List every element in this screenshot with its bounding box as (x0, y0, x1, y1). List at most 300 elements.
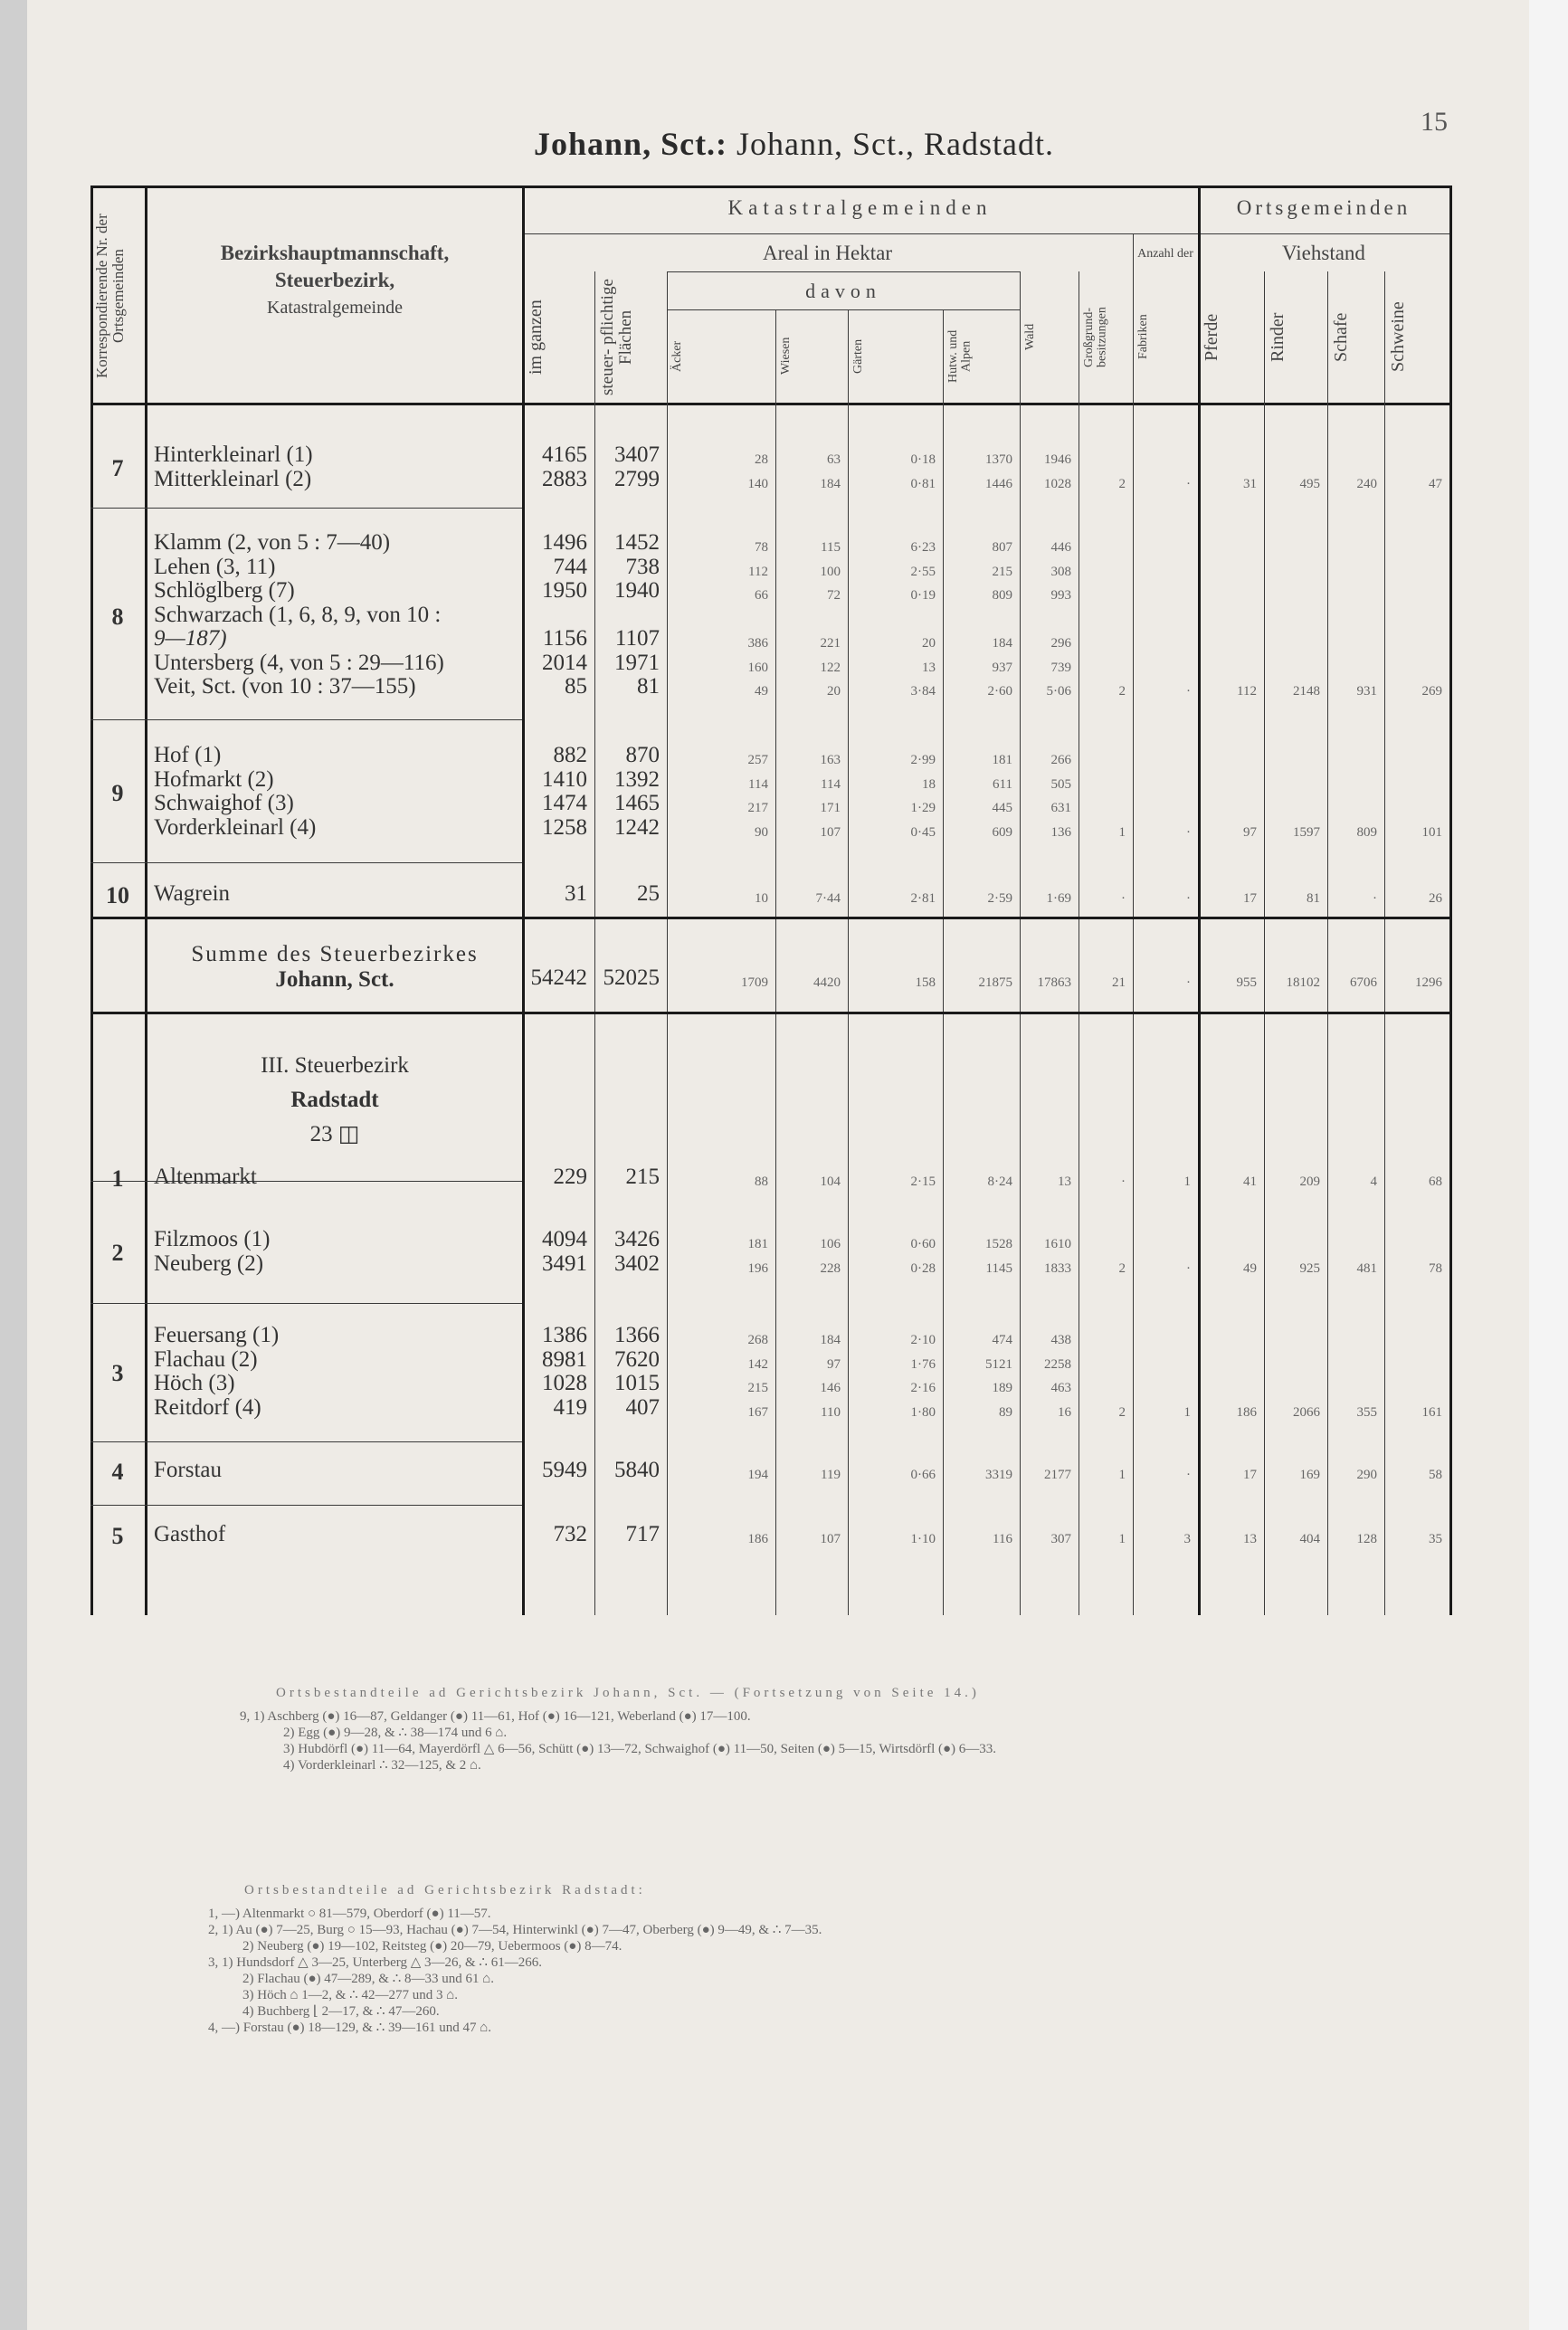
cell-wiesen: 171 (820, 801, 841, 815)
pferde-header: Pferde (1202, 313, 1221, 361)
footnote-line: 4) Vorderkleinarl ∴ 32—125, & 2 ⌂. (283, 1758, 481, 1773)
cell-hutw: 116 (993, 1532, 1012, 1546)
cell-wald: 266 (1050, 753, 1071, 767)
cell-pferde: 49 (1243, 1260, 1257, 1276)
katastral-header: Katastralgemeinden (727, 196, 993, 219)
group-number: 9 (111, 779, 124, 806)
cell-schafe: 240 (1356, 476, 1377, 491)
summe-gross: 21 (1112, 975, 1126, 990)
cell-hutw: 809 (992, 588, 1012, 603)
cell-pferde: 186 (1236, 1404, 1257, 1420)
cell-gaerten: 1·80 (910, 1404, 936, 1420)
cell-hutw: 184 (992, 636, 1012, 651)
cell-gaerten: 13 (922, 660, 936, 675)
cell-gaerten: 1·29 (910, 801, 936, 815)
cell-rinder: 495 (1299, 476, 1320, 491)
katastral-name: Forstau (154, 1458, 222, 1482)
cell-im_ganzen: 744 (553, 554, 587, 579)
cell-aecker: 217 (747, 801, 768, 815)
group-number: 1 (111, 1165, 124, 1192)
cell-fabriken: · (1186, 891, 1191, 906)
cell-hutw: 89 (999, 1404, 1012, 1420)
viehstand-header: Viehstand (1282, 242, 1365, 264)
cell-rinder: 404 (1299, 1532, 1320, 1546)
katastral-name: Feuersang (1) (154, 1323, 280, 1347)
cell-steuer: 3426 (614, 1227, 660, 1251)
cell-im_ganzen: 2883 (542, 466, 587, 491)
cell-gaerten: 2·10 (910, 1333, 936, 1347)
cell-im_ganzen: 1950 (542, 578, 587, 603)
footnote-line: 2, 1) Au (●) 7—25, Burg ○ 15—93, Hachau (●) 7—54, Hinterwinkl (●) 7—47, Oberberg (●) 9—49, & ∴ 7—35. (208, 1923, 822, 1937)
cell-im_ganzen: 229 (553, 1165, 587, 1189)
katastral-name: Schwaighof (3) (154, 791, 294, 815)
cell-hutw: 937 (992, 660, 1012, 675)
cell-wiesen: 114 (821, 776, 841, 792)
cell-steuer: 870 (625, 743, 660, 767)
cell-hutw: 1528 (985, 1237, 1012, 1251)
group-number: 7 (111, 455, 124, 482)
cell-wiesen: 221 (820, 636, 841, 651)
footnotes-radstadt (208, 1882, 1384, 2036)
cell-im_ganzen: 2014 (542, 650, 587, 675)
cell-gaerten: 3·84 (910, 684, 936, 699)
bezirk-header-line2: Steuerbezirk, (274, 269, 395, 291)
cell-steuer: 81 (637, 674, 660, 699)
cell-pferde: 17 (1243, 891, 1257, 906)
summe-pferde: 955 (1236, 975, 1257, 990)
cell-im_ganzen: 732 (553, 1522, 587, 1546)
section-code: 23 ◫ (309, 1122, 360, 1146)
cell-steuer: 1366 (614, 1323, 660, 1347)
cell-wald: 2258 (1044, 1356, 1071, 1372)
cell-steuer: 7620 (614, 1346, 660, 1372)
footnote-line: 2) Egg (●) 9—28, & ∴ 38—174 und 6 ⌂. (283, 1726, 508, 1740)
cell-hutw: 807 (992, 540, 1012, 555)
cell-schafe: 128 (1356, 1532, 1377, 1546)
footnote-line: 2) Flachau (●) 47—289, & ∴ 8—33 und 61 ⌂. (242, 1972, 494, 1986)
cell-wiesen: 122 (820, 660, 841, 675)
cell-schafe: 290 (1356, 1468, 1377, 1482)
cell-schweine: 78 (1429, 1260, 1442, 1276)
cell-steuer: 215 (625, 1165, 660, 1189)
cell-gaerten: 0·60 (910, 1237, 936, 1251)
page-title: Johann, Sct.: Johann, Sct., Radstadt. (534, 126, 1055, 162)
cell-wiesen: 146 (820, 1381, 841, 1395)
cell-aecker: 196 (747, 1260, 768, 1276)
cell-gaerten: 2·15 (910, 1175, 936, 1189)
cell-wiesen: 104 (820, 1175, 841, 1189)
katastral-name: Neuberg (2) (154, 1251, 264, 1276)
anzahl-header: Anzahl der (1137, 247, 1193, 261)
cell-im_ganzen: 419 (553, 1394, 587, 1420)
cell-schweine: 269 (1421, 684, 1442, 699)
cell-fabriken: 1 (1183, 1404, 1191, 1420)
cell-steuer: 3402 (614, 1251, 660, 1276)
katastral-name: Höch (3) (154, 1371, 235, 1395)
cell-steuer: 2799 (614, 466, 660, 491)
group-number: 10 (106, 882, 129, 908)
cell-gross: · (1121, 1175, 1126, 1189)
cell-schweine: 47 (1429, 476, 1442, 491)
cell-hutw: 2·60 (987, 684, 1012, 699)
footnote-line: 3, 1) Hundsdorf △ 3—25, Unterberg △ 3—26, & ∴ 61—266. (208, 1955, 542, 1970)
cell-gross: · (1121, 891, 1126, 906)
cell-wiesen: 163 (820, 753, 841, 767)
cell-hutw: 3319 (985, 1468, 1012, 1482)
cell-schweine: 161 (1421, 1404, 1442, 1420)
bezirk-header-line3: Katastralgemeinde (267, 298, 403, 318)
cell-steuer: 1971 (614, 650, 660, 675)
cell-hutw: 474 (992, 1333, 1012, 1347)
katastral-name: Gasthof (154, 1522, 226, 1546)
cell-pferde: 41 (1243, 1175, 1257, 1189)
cell-aecker: 386 (747, 636, 768, 651)
cell-wald: 13 (1058, 1175, 1071, 1189)
cell-im_ganzen: 1474 (542, 791, 587, 815)
cell-hutw: 8·24 (987, 1175, 1012, 1189)
cell-wiesen: 184 (820, 1333, 841, 1347)
cell-wiesen: 184 (820, 476, 841, 491)
cell-schweine: 68 (1429, 1175, 1442, 1189)
footnote-line: 3) Hubdörfl (●) 11—64, Mayerdörfl △ 6—56, Schütt (●) 13—72, Schwaighof (●) 11—50, Seiten (●) 5—15, Wirtsdörfl (●) 6—33. (283, 1742, 997, 1756)
cell-pferde: 97 (1243, 824, 1257, 840)
hutw-header: Hutw. und Alpen (946, 329, 974, 383)
cell-hutw: 2·59 (987, 891, 1012, 906)
katastral-name: Klamm (2, von 5 : 7—40) (154, 530, 391, 555)
cell-aecker: 10 (755, 891, 768, 906)
summe-schweine: 1296 (1415, 975, 1442, 990)
cell-steuer: 1940 (614, 578, 660, 603)
katastral-name: Flachau (2) (154, 1346, 258, 1372)
cell-rinder: 925 (1299, 1260, 1320, 1276)
wiesen-header: Wiesen (779, 337, 793, 376)
cell-wald: 1·69 (1046, 891, 1071, 906)
summe-schafe: 6706 (1350, 975, 1377, 990)
cell-pferde: 13 (1243, 1532, 1257, 1546)
footnote-line: 2) Neuberg (●) 19—102, Reitsteg (●) 20—79, Uebermoos (●) 8—74. (242, 1939, 622, 1954)
gross-header: Großgrund- besitzungen (1082, 307, 1109, 367)
cell-hutw: 445 (992, 801, 1012, 815)
cell-gaerten: 6·23 (910, 540, 936, 555)
cell-gross: 2 (1118, 1260, 1126, 1276)
cell-schweine: 58 (1429, 1468, 1442, 1482)
cell-wiesen: 63 (827, 452, 841, 467)
cell-fabriken: · (1186, 824, 1191, 840)
footnotes-radstadt-title: Ortsbestandteile ad Gerichtsbezirk Radstadt: (244, 1883, 646, 1897)
cell-im_ganzen: 1258 (542, 814, 587, 840)
bezirk-header-line1: Bezirkshauptmannschaft, (220, 242, 450, 264)
cell-fabriken: · (1186, 1468, 1191, 1482)
group-number: 5 (111, 1523, 124, 1549)
footnote-line: 4) Buchberg ⌊ 2—17, & ∴ 47—260. (242, 2004, 440, 2019)
cell-gross: 2 (1118, 684, 1126, 699)
cell-fabriken: 1 (1183, 1175, 1191, 1189)
cell-schweine: 101 (1421, 824, 1442, 840)
cell-wiesen: 110 (821, 1404, 841, 1420)
cell-gaerten: 2·55 (910, 564, 936, 579)
cell-wald: 307 (1050, 1532, 1071, 1546)
cell-aecker: 88 (755, 1175, 768, 1189)
footnote-line: 9, 1) Aschberg (●) 16—87, Geldanger (●) 11—61, Hof (●) 16—121, Weberland (●) 17—100. (240, 1709, 751, 1724)
group-number: 8 (111, 603, 124, 630)
cell-schafe: 931 (1356, 684, 1377, 699)
cell-im_ganzen: 1386 (542, 1323, 587, 1347)
katastral-name: Lehen (3, 11) (154, 554, 276, 579)
cell-wald: 2177 (1044, 1468, 1071, 1482)
cell-gaerten: 18 (922, 776, 936, 792)
page-edge-left (0, 0, 27, 2330)
cell-schafe: 809 (1356, 824, 1377, 840)
summe-wald: 17863 (1037, 975, 1071, 990)
cell-gaerten: 0·18 (910, 452, 936, 467)
cell-gross: 2 (1118, 1404, 1126, 1420)
cell-im_ganzen: 1496 (542, 530, 587, 555)
cell-gross: 2 (1118, 476, 1126, 491)
rinder-header: Rinder (1268, 312, 1288, 362)
summe-wiesen: 4420 (813, 975, 841, 990)
cell-aecker: 78 (755, 540, 768, 555)
areal-header: Areal in Hektar (762, 242, 893, 264)
summe-gaerten: 158 (915, 975, 936, 990)
katastral-name: Altenmarkt (154, 1165, 257, 1189)
cell-rinder: 169 (1299, 1468, 1320, 1482)
im-ganzen-header: im ganzen (526, 300, 546, 375)
cell-aecker: 140 (747, 476, 768, 491)
cell-wiesen: 100 (820, 564, 841, 579)
cell-steuer: 3407 (614, 442, 660, 467)
cell-wiesen: 106 (820, 1237, 841, 1251)
cell-gaerten: 2·81 (910, 891, 936, 906)
cell-hutw: 215 (992, 564, 1012, 579)
group-number: 4 (111, 1459, 124, 1485)
cell-gaerten: 0·45 (910, 824, 936, 840)
cell-hutw: 181 (992, 753, 1012, 767)
katastral-name: Veit, Sct. (von 10 : 37—155) (154, 674, 416, 699)
cell-aecker: 114 (748, 776, 768, 792)
cell-aecker: 112 (748, 564, 768, 579)
gaerten-header: Gärten (851, 338, 865, 374)
cell-gaerten: 2·99 (910, 753, 936, 767)
cell-aecker: 90 (755, 824, 768, 840)
davon-header: davon (805, 280, 881, 302)
cell-im_ganzen: 8981 (542, 1346, 587, 1372)
section-heading: III. Steuerbezirk (261, 1053, 409, 1078)
cell-gross: 1 (1118, 1532, 1126, 1546)
footnotes-johann (240, 1685, 1470, 1774)
cell-pferde: 112 (1237, 684, 1257, 699)
cell-im_ganzen: 1028 (542, 1371, 587, 1395)
cell-aecker: 142 (747, 1356, 768, 1372)
page-edge-right (1529, 0, 1568, 2330)
cell-hutw: 611 (993, 776, 1012, 792)
summe-label: Summe des Steuerbezirkes (191, 942, 479, 966)
cell-wiesen: 115 (821, 540, 841, 555)
cell-aecker: 186 (747, 1532, 768, 1546)
cell-wald: 438 (1050, 1333, 1071, 1347)
cell-aecker: 49 (755, 684, 768, 699)
cell-im_ganzen: 4094 (542, 1227, 587, 1251)
cell-wald: 5·06 (1046, 684, 1071, 699)
cell-im_ganzen: 1410 (542, 766, 587, 792)
cell-wald: 446 (1050, 540, 1071, 555)
cell-aecker: 181 (747, 1237, 768, 1251)
katastral-name: 9—187) (154, 626, 227, 651)
cell-steuer: 5840 (614, 1458, 660, 1482)
cell-hutw: 609 (992, 824, 1012, 840)
cell-wald: 1028 (1044, 476, 1071, 491)
katastral-name: Reitdorf (4) (154, 1394, 261, 1420)
cell-fabriken: · (1186, 476, 1191, 491)
cell-im_ganzen: 3491 (542, 1251, 587, 1276)
katastral-name: Hofmarkt (2) (154, 766, 274, 792)
cell-fabriken: · (1186, 1260, 1191, 1276)
section-heading-bold: Radstadt (290, 1088, 379, 1112)
cell-steuer: 407 (625, 1394, 660, 1420)
cell-wald: 1946 (1044, 452, 1071, 467)
cell-hutw: 189 (992, 1381, 1012, 1395)
cell-steuer: 25 (637, 881, 660, 906)
cell-wald: 1610 (1044, 1237, 1071, 1251)
cell-gross: 1 (1118, 824, 1126, 840)
footnote-line: 3) Höch ⌂ 1—2, & ∴ 42—277 und 3 ⌂. (242, 1988, 458, 2002)
cell-aecker: 194 (747, 1468, 768, 1482)
cell-gaerten: 0·19 (910, 588, 936, 603)
cell-wald: 136 (1050, 824, 1071, 840)
footnote-line: 1, —) Altenmarkt ○ 81—579, Oberdorf (●) 11—57. (208, 1907, 491, 1921)
cell-wald: 631 (1050, 801, 1071, 815)
cell-aecker: 268 (747, 1333, 768, 1347)
fabriken-header: Fabriken (1136, 314, 1150, 360)
cell-gross: 1 (1118, 1468, 1126, 1482)
cell-hutw: 5121 (985, 1356, 1012, 1372)
cell-rinder: 81 (1307, 891, 1320, 906)
cell-im_ganzen: 5949 (542, 1458, 587, 1482)
cell-pferde: 31 (1243, 476, 1257, 491)
cell-steuer: 1452 (614, 530, 660, 555)
cell-wald: 308 (1050, 564, 1071, 579)
cell-schweine: 26 (1429, 891, 1442, 906)
cell-aecker: 160 (747, 660, 768, 675)
cell-aecker: 28 (755, 452, 768, 467)
cell-schafe: · (1373, 891, 1377, 906)
cell-wiesen: 72 (827, 588, 841, 603)
cell-rinder: 1597 (1293, 824, 1320, 840)
cell-im_ganzen: 85 (565, 674, 587, 699)
cell-wiesen: 97 (827, 1356, 841, 1372)
summe-aecker: 1709 (741, 975, 768, 990)
schafe-header: Schafe (1331, 312, 1351, 362)
cell-gaerten: 0·66 (910, 1468, 936, 1482)
cell-wald: 993 (1050, 588, 1071, 603)
katastral-name: Wagrein (154, 881, 231, 906)
cell-fabriken: · (1186, 684, 1191, 699)
cell-wald: 739 (1050, 660, 1071, 675)
wald-header: Wald (1023, 323, 1037, 351)
summe-label-bold: Johann, Sct. (275, 967, 394, 992)
cell-fabriken: 3 (1183, 1532, 1191, 1546)
cell-steuer: 1465 (614, 791, 660, 815)
cell-wiesen: 228 (820, 1260, 841, 1276)
summe-steuer: 52025 (603, 965, 660, 990)
cell-wald: 296 (1050, 636, 1071, 651)
summe-fabriken: · (1186, 975, 1191, 990)
korresp-header: Korrespondierende Nr. der Ortsgemeinden (93, 214, 127, 379)
cell-gaerten: 1·10 (910, 1532, 936, 1546)
steuer-header: steuer- pflichtige Flächen (598, 279, 635, 395)
cell-rinder: 2148 (1293, 684, 1320, 699)
katastral-name: Schwarzach (1, 6, 8, 9, von 10 : (154, 602, 442, 627)
cell-wald: 463 (1050, 1381, 1071, 1395)
cell-steuer: 1392 (614, 766, 660, 792)
cell-schweine: 35 (1429, 1532, 1442, 1546)
cell-rinder: 209 (1299, 1175, 1320, 1189)
summe-im_ganzen: 54242 (530, 965, 587, 990)
cell-steuer: 717 (625, 1522, 660, 1546)
cell-gaerten: 0·81 (910, 476, 936, 491)
cell-im_ganzen: 1156 (542, 626, 587, 651)
cell-gaerten: 0·28 (910, 1260, 936, 1276)
katastral-name: Vorderkleinarl (4) (154, 814, 317, 840)
cell-aecker: 215 (747, 1381, 768, 1395)
cell-wiesen: 107 (820, 824, 841, 840)
katastral-name: Hinterkleinarl (1) (154, 442, 313, 467)
katastral-name: Schlöglberg (7) (154, 578, 295, 603)
schweine-header: Schweine (1388, 301, 1408, 373)
summe-hutw: 21875 (978, 975, 1012, 990)
cell-steuer: 1015 (614, 1371, 660, 1395)
cell-gaerten: 1·76 (910, 1356, 936, 1372)
group-number: 2 (111, 1240, 124, 1267)
cell-schafe: 4 (1370, 1175, 1377, 1189)
cell-aecker: 66 (755, 588, 768, 603)
cell-steuer: 1242 (614, 814, 660, 840)
cell-hutw: 1370 (985, 452, 1012, 467)
cell-im_ganzen: 4165 (542, 442, 587, 467)
page-number: 15 (1421, 107, 1448, 137)
katastral-name: Mitterkleinarl (2) (154, 466, 312, 491)
katastral-name: Hof (1) (154, 743, 222, 767)
cell-wald: 16 (1058, 1404, 1071, 1420)
statistics-table (93, 185, 1449, 1615)
katastral-name: Filzmoos (1) (154, 1227, 271, 1251)
orts-header: Ortsgemeinden (1236, 196, 1411, 219)
cell-schafe: 355 (1356, 1404, 1377, 1420)
cell-wald: 505 (1050, 776, 1071, 792)
cell-aecker: 167 (747, 1404, 768, 1420)
cell-schafe: 481 (1356, 1260, 1377, 1276)
aecker-header: Äcker (670, 340, 684, 372)
cell-wiesen: 119 (821, 1468, 841, 1482)
cell-wiesen: 107 (820, 1532, 841, 1546)
cell-wiesen: 7·44 (815, 891, 841, 906)
katastral-name: Untersberg (4, von 5 : 29—116) (154, 650, 444, 675)
cell-im_ganzen: 31 (565, 881, 587, 906)
footnote-line: 4, —) Forstau (●) 18—129, & ∴ 39—161 und 47 ⌂. (208, 2021, 492, 2035)
footnotes-johann-title: Ortsbestandteile ad Gerichtsbezirk Johann, Sct. — (Fortsetzung von Seite 14.) (276, 1686, 980, 1700)
cell-gaerten: 2·16 (910, 1381, 936, 1395)
cell-gaerten: 20 (922, 636, 936, 651)
cell-wiesen: 20 (827, 684, 841, 699)
cell-hutw: 1446 (985, 476, 1012, 491)
cell-steuer: 738 (625, 554, 660, 579)
cell-steuer: 1107 (614, 626, 660, 651)
cell-im_ganzen: 882 (553, 743, 587, 767)
cell-aecker: 257 (747, 753, 768, 767)
cell-wald: 1833 (1044, 1260, 1071, 1276)
cell-hutw: 1145 (985, 1260, 1012, 1276)
cell-rinder: 2066 (1293, 1404, 1320, 1420)
cell-pferde: 17 (1243, 1468, 1257, 1482)
